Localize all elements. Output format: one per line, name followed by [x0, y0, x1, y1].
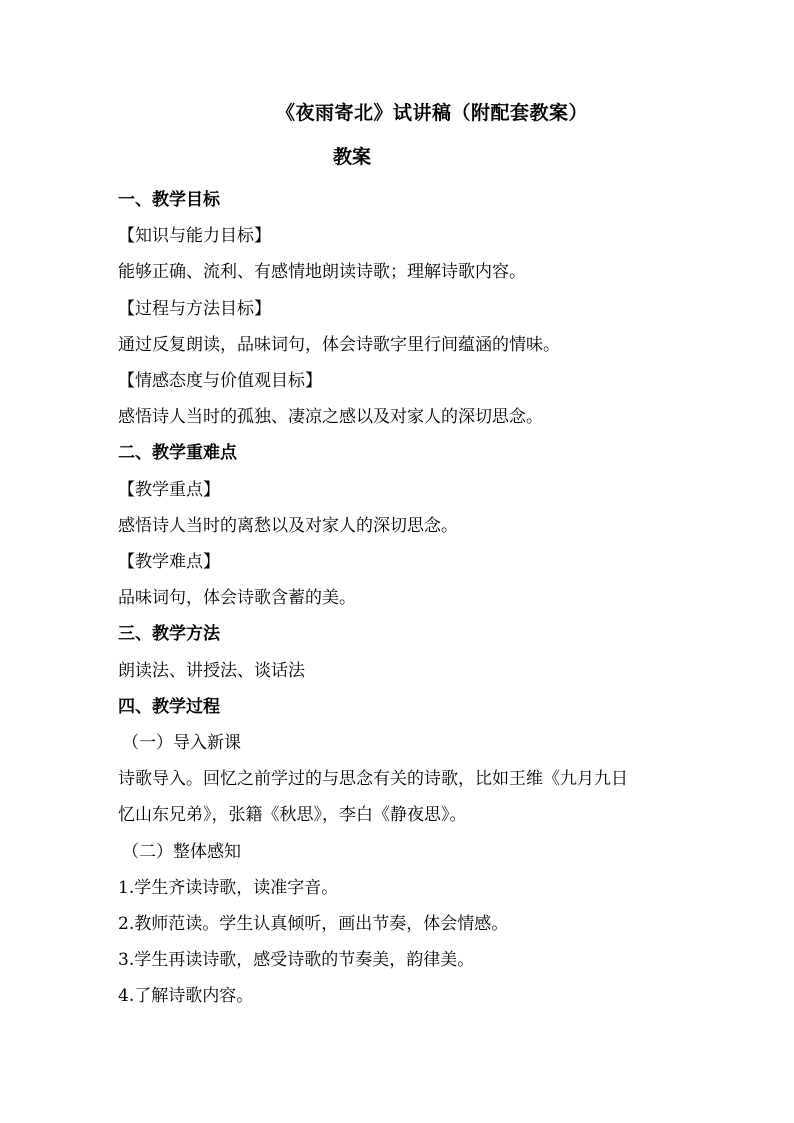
subsection-introduction: （一）导入新课: [122, 733, 241, 754]
paragraph-introduction-line-1: 诗歌导入。回忆之前学过的与思念有关的诗歌，比如王维《九月九日: [118, 769, 628, 790]
paragraph-process-method: 通过反复朗读，品味词句，体会诗歌字里行间蕴涵的情味。: [118, 334, 560, 355]
section-heading-process: 四、教学过程: [118, 696, 220, 717]
list-item-2: 2.教师范读。学生认真倾听，画出节奏，体会情感。: [118, 914, 509, 935]
subheading-teaching-difficulty: 【教学难点】: [118, 552, 220, 573]
paragraph-teaching-focus: 感悟诗人当时的离愁以及对家人的深切思念。: [118, 515, 458, 536]
section-heading-key-points: 二、教学重难点: [118, 443, 237, 464]
list-item-3: 3.学生再读诗歌，感受诗歌的节奏美，韵律美。: [118, 950, 475, 971]
subheading-process-method: 【过程与方法目标】: [118, 298, 271, 319]
paragraph-teaching-difficulty: 品味词句，体会诗歌含蓄的美。: [118, 588, 356, 609]
subheading-knowledge-ability: 【知识与能力目标】: [118, 226, 271, 247]
document-body: [118, 182, 698, 1015]
section-heading-objectives: 一、教学目标: [118, 190, 220, 210]
subsection-overall-perception: （二）整体感知: [122, 841, 241, 862]
subheading-emotion-values: 【情感态度与价值观目标】: [118, 371, 322, 392]
document-subtitle: 教案: [333, 146, 372, 168]
list-item-4: 4.了解诗歌内容。: [118, 986, 254, 1007]
list-item-1: 1.学生齐读诗歌，读准字音。: [118, 877, 339, 898]
paragraph-introduction-line-2: 忆山东兄弟》，张籍《秋思》，李白《静夜思》。: [118, 805, 467, 826]
paragraph-methods: 朗读法、讲授法、谈话法: [118, 660, 305, 681]
section-heading-methods: 三、教学方法: [118, 624, 220, 645]
paragraph-knowledge-ability: 能够正确、流利、有感情地朗读诗歌；理解诗歌内容。: [118, 262, 526, 283]
subheading-teaching-focus: 【教学重点】: [118, 479, 220, 500]
document-title: 《夜雨寄北》试讲稿（附配套教案）: [275, 102, 588, 124]
paragraph-emotion-values: 感悟诗人当时的孤独、凄凉之感以及对家人的深切思念。: [118, 407, 543, 428]
